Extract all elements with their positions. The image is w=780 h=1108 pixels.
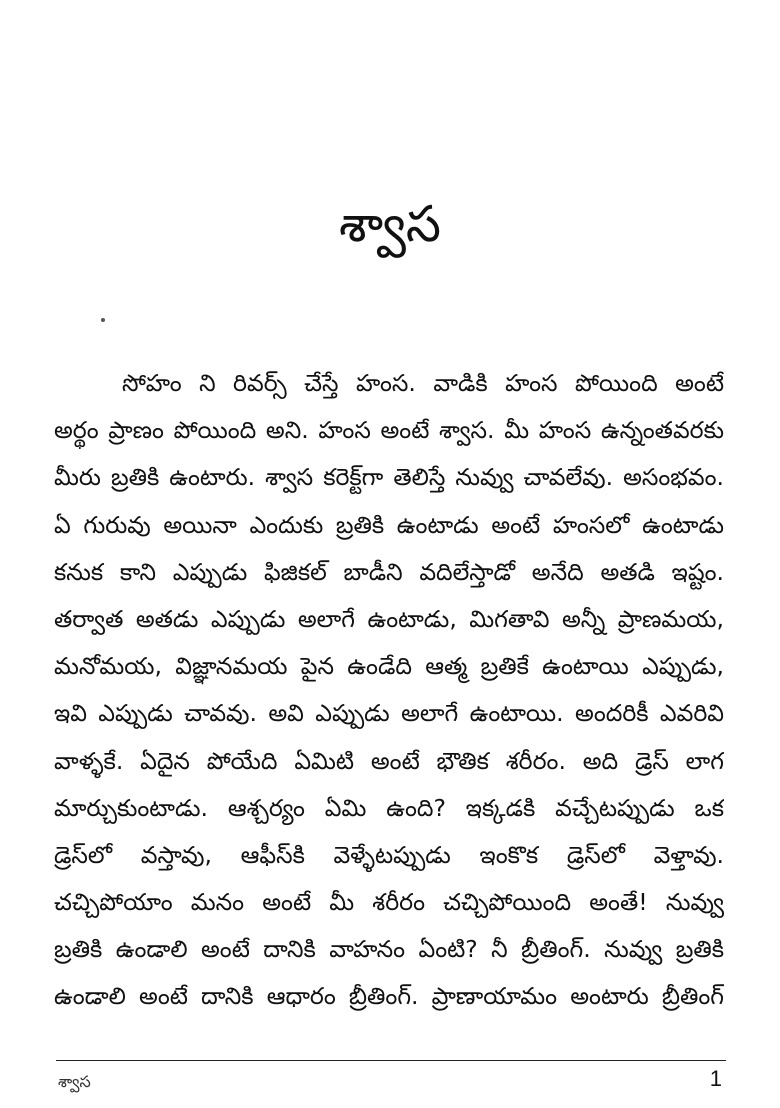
paragraph-line: డ్రెస్‌లో వస్తావు, ఆఫీస్‌కి వెళ్ళేటప్పుడు ఇంకొక డ్రెస్‌లో వెళ్తావు. [54, 840, 724, 869]
paragraph-line: బ్రతికి ఉండాలి అంటే దానికి వాహనం ఏంటి? నీ బ్రీతింగ్. నువ్వు బ్రతికి [54, 935, 724, 964]
paragraph-line: మీరు బ్రతికి ఉంటారు. శ్వాస కరెక్ట్‌గా తెలిస్తే నువ్వు చావలేవు. అసంభవం. [54, 463, 724, 492]
paragraph-line: మనోమయ, విజ్ఞానమయ పైన ఉండేది ఆత్మ బ్రతికే ఉంటాయి ఎప్పుడు, [54, 652, 724, 681]
paragraph-line: కనుక కాని ఎప్పుడు ఫిజికల్ బాడీని వదిలేస్తాడో అనేది అతడి ఇష్టం. [54, 557, 724, 586]
scan-speck [101, 318, 105, 322]
paragraph-line: ఏ గురువు అయినా ఎందుకు బ్రతికి ఉంటాడు అంటే హంసలో ఉంటాడు [54, 510, 724, 539]
footer-divider [56, 1060, 726, 1061]
page-title: శ్వాస [338, 194, 442, 253]
paragraph-line: తర్వాత అతడు ఎప్పుడు అలాగే ఉంటాడు, మిగతావి అన్నీ ప్రాణమయ, [54, 604, 724, 633]
page-number: 1 [709, 1066, 722, 1091]
running-head: శ్వాస [58, 1072, 91, 1091]
paragraph-line: సోహం ని రివర్స్ చేస్తే హంస. వాడికి హంస పోయింది అంటే [122, 369, 724, 397]
body-paragraph [54, 360, 724, 1021]
paragraph-line: అర్థం ప్రాణం పోయింది అని. హంస అంటే శ్వాస. మీ హంస ఉన్నంతవరకు [54, 416, 724, 445]
paragraph-line: ఇవి ఎప్పుడు చావవు. అవి ఎప్పుడు అలాగే ఉంటాయి. అందరికీ ఎవరివి [54, 699, 724, 728]
paragraph-line: ఉండాలి అంటే దానికి ఆధారం బ్రీతింగ్. ప్రాణాయామం అంటారు బ్రీతింగ్ [54, 982, 724, 1011]
paragraph-line: మార్చుకుంటాడు. ఆశ్చర్యం ఏమి ఉంది? ఇక్కడకి వచ్చేటప్పుడు ఒక [54, 793, 724, 822]
paragraph-line: వాళ్ళకే. ఏదైన పోయేది ఏమిటి అంటే భౌతిక శరీరం. అది డ్రెస్ లాగ [54, 746, 724, 775]
paragraph-line: చచ్చిపోయాం మనం అంటే మీ శరీరం చచ్చిపోయింది అంతే! నువ్వు [54, 888, 724, 917]
